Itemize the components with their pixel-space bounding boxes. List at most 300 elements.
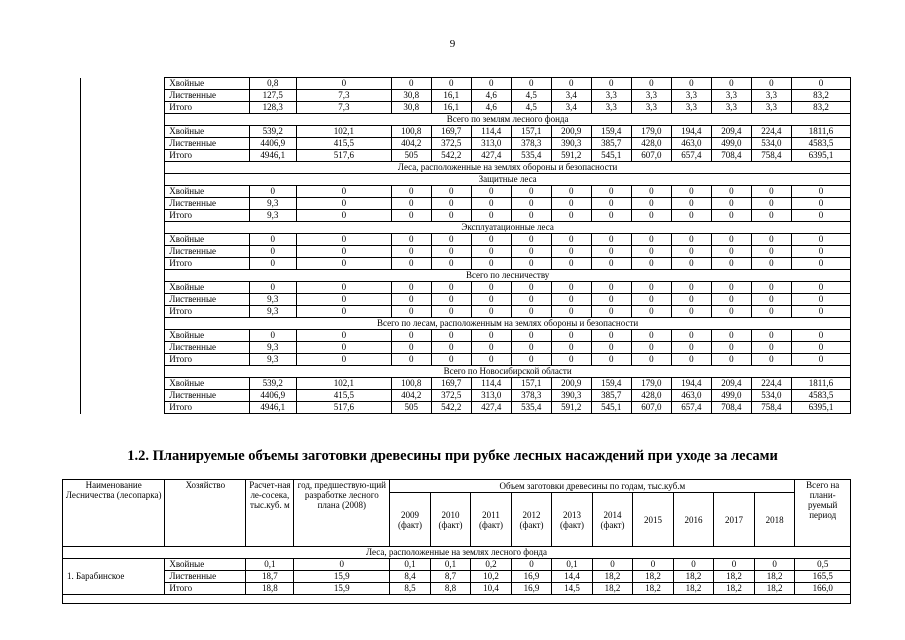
value-cell: 0	[631, 186, 671, 198]
forestry-name: 1. Барабинское	[63, 559, 165, 595]
value-cell: 165,5	[795, 571, 851, 583]
value-cell: 0	[791, 354, 850, 366]
value-cell: 0	[511, 354, 551, 366]
value-cell: 404,2	[391, 138, 431, 150]
value-cell: 0	[431, 258, 471, 270]
value-cell: 3,4	[551, 90, 591, 102]
value-cell: 8,4	[390, 571, 431, 583]
species-label: Итого	[165, 306, 249, 318]
value-cell: 0	[711, 294, 751, 306]
value-cell: 1811,6	[791, 126, 850, 138]
value-cell: 0	[591, 210, 631, 222]
species-label: Хвойные	[165, 559, 246, 571]
value-cell: 8,5	[390, 583, 431, 595]
blank-cell	[81, 318, 165, 330]
value-cell: 0	[551, 294, 591, 306]
value-cell: 0	[431, 294, 471, 306]
value-cell: 0	[591, 294, 631, 306]
block-title-row	[81, 222, 851, 234]
value-cell: 83,2	[791, 102, 850, 114]
value-cell: 7,3	[296, 102, 391, 114]
value-cell: 0	[711, 354, 751, 366]
value-cell: 545,1	[591, 402, 631, 414]
value-cell: 0	[296, 198, 391, 210]
blank-cell	[81, 126, 165, 138]
species-label: Хвойные	[165, 126, 249, 138]
header-prev-year: год, предшествую-щий разработке лесного плана (2008)	[294, 480, 390, 547]
value-cell: 0	[711, 186, 751, 198]
value-cell: 209,4	[711, 378, 751, 390]
value-cell: 0	[296, 306, 391, 318]
value-cell: 657,4	[671, 150, 711, 162]
value-cell: 0	[551, 210, 591, 222]
value-cell: 0	[671, 294, 711, 306]
value-cell: 0	[631, 330, 671, 342]
value-cell: 0	[751, 354, 791, 366]
value-cell: 0	[631, 246, 671, 258]
value-cell: 0	[471, 258, 511, 270]
value-cell: 0	[471, 342, 511, 354]
block-title-row	[81, 270, 851, 282]
value-cell: 463,0	[671, 138, 711, 150]
blank-cell	[81, 354, 165, 366]
value-cell: 0	[591, 282, 631, 294]
value-cell: 0	[511, 294, 551, 306]
value-cell: 758,4	[751, 402, 791, 414]
block-title-row	[81, 114, 851, 126]
value-cell: 0	[511, 282, 551, 294]
value-cell: 16,1	[431, 90, 471, 102]
value-cell: 0	[296, 330, 391, 342]
blank-cell	[81, 246, 165, 258]
value-cell: 16,9	[511, 583, 552, 595]
value-cell: 0	[591, 78, 631, 90]
species-label: Хвойные	[165, 186, 249, 198]
header-year: 2014 (факт)	[592, 493, 633, 547]
value-cell: 4406,9	[249, 390, 296, 402]
value-cell: 0	[551, 330, 591, 342]
value-cell: 0	[431, 330, 471, 342]
value-cell: 0	[551, 186, 591, 198]
value-cell: 0,2	[471, 559, 512, 571]
value-cell: 4,6	[471, 102, 511, 114]
table-row	[81, 354, 851, 366]
species-label: Хвойные	[165, 78, 249, 90]
block-title-row	[81, 366, 851, 378]
value-cell: 0,8	[249, 78, 296, 90]
value-cell: 427,4	[471, 402, 511, 414]
header-total-period: Всего на плани-руемый период	[795, 480, 851, 547]
value-cell: 539,2	[249, 378, 296, 390]
value-cell: 0	[551, 234, 591, 246]
value-cell: 372,5	[431, 138, 471, 150]
value-cell: 0	[431, 354, 471, 366]
value-cell: 0	[671, 234, 711, 246]
value-cell: 0	[631, 234, 671, 246]
table-row	[81, 138, 851, 150]
value-cell: 0	[711, 246, 751, 258]
value-cell: 0,1	[246, 559, 294, 571]
value-cell: 0	[296, 354, 391, 366]
value-cell: 3,3	[711, 90, 751, 102]
value-cell: 3,3	[591, 102, 631, 114]
value-cell: 4,5	[511, 102, 551, 114]
value-cell: 0	[391, 330, 431, 342]
value-cell: 0	[671, 198, 711, 210]
header-calc-cutting: Расчет-ная ле-сосека, тыс.куб. м	[246, 480, 294, 547]
value-cell: 0	[391, 342, 431, 354]
value-cell: 0	[671, 306, 711, 318]
value-cell: 0	[791, 306, 850, 318]
table-row	[81, 246, 851, 258]
value-cell: 179,0	[631, 378, 671, 390]
value-cell: 18,2	[714, 583, 755, 595]
value-cell: 517,6	[296, 402, 391, 414]
value-cell: 0	[551, 246, 591, 258]
value-cell: 390,3	[551, 138, 591, 150]
value-cell: 169,7	[431, 378, 471, 390]
value-cell: 14,4	[552, 571, 593, 583]
value-cell: 0	[671, 342, 711, 354]
value-cell: 3,3	[711, 102, 751, 114]
blank-cell	[81, 294, 165, 306]
table-row	[81, 390, 851, 402]
value-cell: 0	[471, 246, 511, 258]
value-cell: 0	[471, 234, 511, 246]
value-cell: 18,2	[592, 583, 633, 595]
value-cell: 18,2	[754, 583, 795, 595]
value-cell: 0	[751, 210, 791, 222]
value-cell: 100,8	[391, 126, 431, 138]
blank-cell	[81, 234, 165, 246]
empty-cell	[63, 595, 851, 604]
species-label: Лиственные	[165, 294, 249, 306]
value-cell: 157,1	[511, 126, 551, 138]
blank-cell	[81, 114, 165, 126]
blank-cell	[81, 390, 165, 402]
value-cell: 0	[471, 186, 511, 198]
value-cell: 18,8	[246, 583, 294, 595]
blank-cell	[81, 162, 165, 174]
blank-cell	[81, 78, 165, 90]
table-row	[81, 150, 851, 162]
value-cell: 0	[391, 282, 431, 294]
value-cell: 83,2	[791, 90, 850, 102]
value-cell: 0	[551, 258, 591, 270]
value-cell: 0	[751, 330, 791, 342]
section-label: Леса, расположенные на землях лесного фонда	[63, 547, 851, 559]
value-cell: 0	[391, 306, 431, 318]
value-cell: 0	[471, 210, 511, 222]
value-cell: 3,4	[551, 102, 591, 114]
value-cell: 0	[296, 282, 391, 294]
value-cell: 463,0	[671, 390, 711, 402]
value-cell: 18,2	[673, 571, 714, 583]
value-cell: 18,2	[633, 583, 674, 595]
value-cell: 0	[249, 246, 296, 258]
value-cell: 0	[551, 282, 591, 294]
value-cell: 6395,1	[791, 402, 850, 414]
header-farm: Хозяйство	[165, 480, 246, 547]
value-cell: 9,3	[249, 210, 296, 222]
value-cell: 0	[296, 342, 391, 354]
value-cell: 428,0	[631, 138, 671, 150]
table-row	[81, 198, 851, 210]
value-cell: 0	[631, 342, 671, 354]
value-cell: 0	[591, 258, 631, 270]
block-title: Защитные леса	[165, 174, 851, 186]
value-cell: 0	[751, 294, 791, 306]
species-label: Лиственные	[165, 90, 249, 102]
value-cell: 0	[431, 234, 471, 246]
value-cell: 0,5	[795, 559, 851, 571]
species-label: Хвойные	[165, 234, 249, 246]
blank-cell	[81, 330, 165, 342]
value-cell: 166,0	[795, 583, 851, 595]
value-cell: 0	[791, 186, 850, 198]
blank-cell	[81, 150, 165, 162]
value-cell: 0	[671, 354, 711, 366]
value-cell: 535,4	[511, 402, 551, 414]
value-cell: 0	[791, 258, 850, 270]
value-cell: 0	[631, 210, 671, 222]
value-cell: 0	[511, 210, 551, 222]
value-cell: 15,9	[294, 571, 390, 583]
value-cell: 0,1	[430, 559, 471, 571]
value-cell: 0	[671, 210, 711, 222]
value-cell: 0	[791, 330, 850, 342]
value-cell: 313,0	[471, 138, 511, 150]
species-label: Итого	[165, 102, 249, 114]
block-title: Всего по лесничеству	[165, 270, 851, 282]
value-cell: 0	[296, 258, 391, 270]
value-cell: 0	[633, 559, 674, 571]
value-cell: 0	[296, 186, 391, 198]
value-cell: 0	[754, 559, 795, 571]
value-cell: 0	[391, 294, 431, 306]
value-cell: 10,4	[471, 583, 512, 595]
value-cell: 0	[751, 198, 791, 210]
blank-cell	[81, 138, 165, 150]
value-cell: 14,5	[552, 583, 593, 595]
value-cell: 0	[631, 354, 671, 366]
value-cell: 415,5	[296, 390, 391, 402]
value-cell: 4,5	[511, 90, 551, 102]
value-cell: 708,4	[711, 150, 751, 162]
value-cell: 385,7	[591, 390, 631, 402]
value-cell: 194,4	[671, 126, 711, 138]
value-cell: 18,7	[246, 571, 294, 583]
value-cell: 0	[751, 282, 791, 294]
value-cell: 157,1	[511, 378, 551, 390]
value-cell: 0	[431, 342, 471, 354]
value-cell: 0	[591, 354, 631, 366]
value-cell: 0	[471, 294, 511, 306]
value-cell: 30,8	[391, 90, 431, 102]
value-cell: 3,3	[591, 90, 631, 102]
value-cell: 0	[296, 234, 391, 246]
species-label: Итого	[165, 354, 249, 366]
header-year: 2015	[633, 493, 674, 547]
section-title: 1.2. Планируемые объемы заготовки древесины при рубке лесных насаждений при уходе за лесами	[127, 448, 778, 464]
value-cell: 0	[431, 282, 471, 294]
value-cell: 0	[551, 198, 591, 210]
species-label: Итого	[165, 258, 249, 270]
value-cell: 3,3	[631, 102, 671, 114]
block-title: Всего по землям лесного фонда	[165, 114, 851, 126]
value-cell: 0	[391, 210, 431, 222]
value-cell: 200,9	[551, 126, 591, 138]
value-cell: 591,2	[551, 402, 591, 414]
value-cell: 0	[591, 186, 631, 198]
value-cell: 0	[471, 306, 511, 318]
value-cell: 0	[791, 78, 850, 90]
value-cell: 0	[471, 282, 511, 294]
empty-row	[63, 595, 851, 604]
value-cell: 0	[294, 559, 390, 571]
value-cell: 0	[631, 78, 671, 90]
value-cell: 0	[631, 294, 671, 306]
value-cell: 0	[591, 330, 631, 342]
table-row	[81, 186, 851, 198]
value-cell: 0	[671, 246, 711, 258]
value-cell: 6395,1	[791, 150, 850, 162]
value-cell: 18,2	[633, 571, 674, 583]
value-cell: 0	[431, 186, 471, 198]
value-cell: 505	[391, 402, 431, 414]
value-cell: 0	[391, 78, 431, 90]
value-cell: 0	[551, 306, 591, 318]
value-cell: 4,6	[471, 90, 511, 102]
value-cell: 607,0	[631, 402, 671, 414]
value-cell: 0	[249, 186, 296, 198]
block-title: Всего по Новосибирской области	[165, 366, 851, 378]
species-label: Лиственные	[165, 342, 249, 354]
value-cell: 542,2	[431, 402, 471, 414]
value-cell: 0	[391, 186, 431, 198]
value-cell: 0	[591, 306, 631, 318]
species-label: Лиственные	[165, 198, 249, 210]
blank-cell	[81, 90, 165, 102]
value-cell: 10,2	[471, 571, 512, 583]
value-cell: 0	[631, 306, 671, 318]
block-title-row	[81, 174, 851, 186]
table-row	[63, 559, 851, 571]
value-cell: 0	[751, 234, 791, 246]
table-row	[81, 102, 851, 114]
value-cell: 372,5	[431, 390, 471, 402]
value-cell: 127,5	[249, 90, 296, 102]
header-year: 2010 (факт)	[430, 493, 471, 547]
blank-cell	[81, 306, 165, 318]
thinning-harvest-table	[62, 479, 851, 604]
value-cell: 0	[751, 258, 791, 270]
table-row	[63, 571, 851, 583]
table-row	[81, 342, 851, 354]
species-label: Лиственные	[165, 246, 249, 258]
value-cell: 18,2	[714, 571, 755, 583]
value-cell: 0	[671, 330, 711, 342]
value-cell: 0	[591, 234, 631, 246]
value-cell: 499,0	[711, 138, 751, 150]
page-number: 9	[449, 38, 456, 50]
value-cell: 0	[511, 559, 552, 571]
value-cell: 114,4	[471, 126, 511, 138]
value-cell: 539,2	[249, 126, 296, 138]
value-cell: 428,0	[631, 390, 671, 402]
value-cell: 30,8	[391, 102, 431, 114]
value-cell: 0,1	[552, 559, 593, 571]
value-cell: 0	[431, 198, 471, 210]
value-cell: 0	[671, 78, 711, 90]
blank-cell	[81, 342, 165, 354]
blank-cell	[81, 186, 165, 198]
value-cell: 390,3	[551, 390, 591, 402]
table-row	[81, 258, 851, 270]
value-cell: 4583,5	[791, 138, 850, 150]
value-cell: 0	[296, 78, 391, 90]
block-title: Эксплуатационные леса	[165, 222, 851, 234]
value-cell: 0	[591, 246, 631, 258]
value-cell: 194,4	[671, 378, 711, 390]
value-cell: 0	[391, 198, 431, 210]
table-row	[81, 282, 851, 294]
value-cell: 159,4	[591, 126, 631, 138]
value-cell: 100,8	[391, 378, 431, 390]
value-cell: 0	[511, 186, 551, 198]
value-cell: 102,1	[296, 378, 391, 390]
value-cell: 0	[631, 198, 671, 210]
species-label: Итого	[165, 402, 249, 414]
table-row	[81, 126, 851, 138]
table-row	[81, 330, 851, 342]
header-volume-group: Объем заготовки древесины по годам, тыс.куб.м	[390, 480, 795, 493]
value-cell: 0	[631, 258, 671, 270]
value-cell: 385,7	[591, 138, 631, 150]
value-cell: 378,3	[511, 390, 551, 402]
harvest-volume-table-continued	[80, 77, 851, 414]
value-cell: 505	[391, 150, 431, 162]
table-row	[81, 210, 851, 222]
value-cell: 0	[751, 186, 791, 198]
value-cell: 0	[471, 354, 511, 366]
value-cell: 0	[471, 78, 511, 90]
value-cell: 0	[391, 234, 431, 246]
value-cell: 159,4	[591, 378, 631, 390]
blank-cell	[81, 210, 165, 222]
blank-cell	[81, 282, 165, 294]
value-cell: 0	[671, 186, 711, 198]
value-cell: 0	[711, 330, 751, 342]
value-cell: 4583,5	[791, 390, 850, 402]
species-label: Хвойные	[165, 282, 249, 294]
value-cell: 0	[296, 246, 391, 258]
value-cell: 128,3	[249, 102, 296, 114]
value-cell: 0	[711, 282, 751, 294]
value-cell: 0	[551, 354, 591, 366]
value-cell: 0	[249, 234, 296, 246]
value-cell: 0	[249, 330, 296, 342]
species-label: Лиственные	[165, 390, 249, 402]
value-cell: 0	[711, 306, 751, 318]
value-cell: 0	[631, 282, 671, 294]
value-cell: 427,4	[471, 150, 511, 162]
value-cell: 0	[673, 559, 714, 571]
header-year: 2009 (факт)	[390, 493, 431, 547]
species-label: Хвойные	[165, 330, 249, 342]
value-cell: 16,9	[511, 571, 552, 583]
value-cell: 15,9	[294, 583, 390, 595]
